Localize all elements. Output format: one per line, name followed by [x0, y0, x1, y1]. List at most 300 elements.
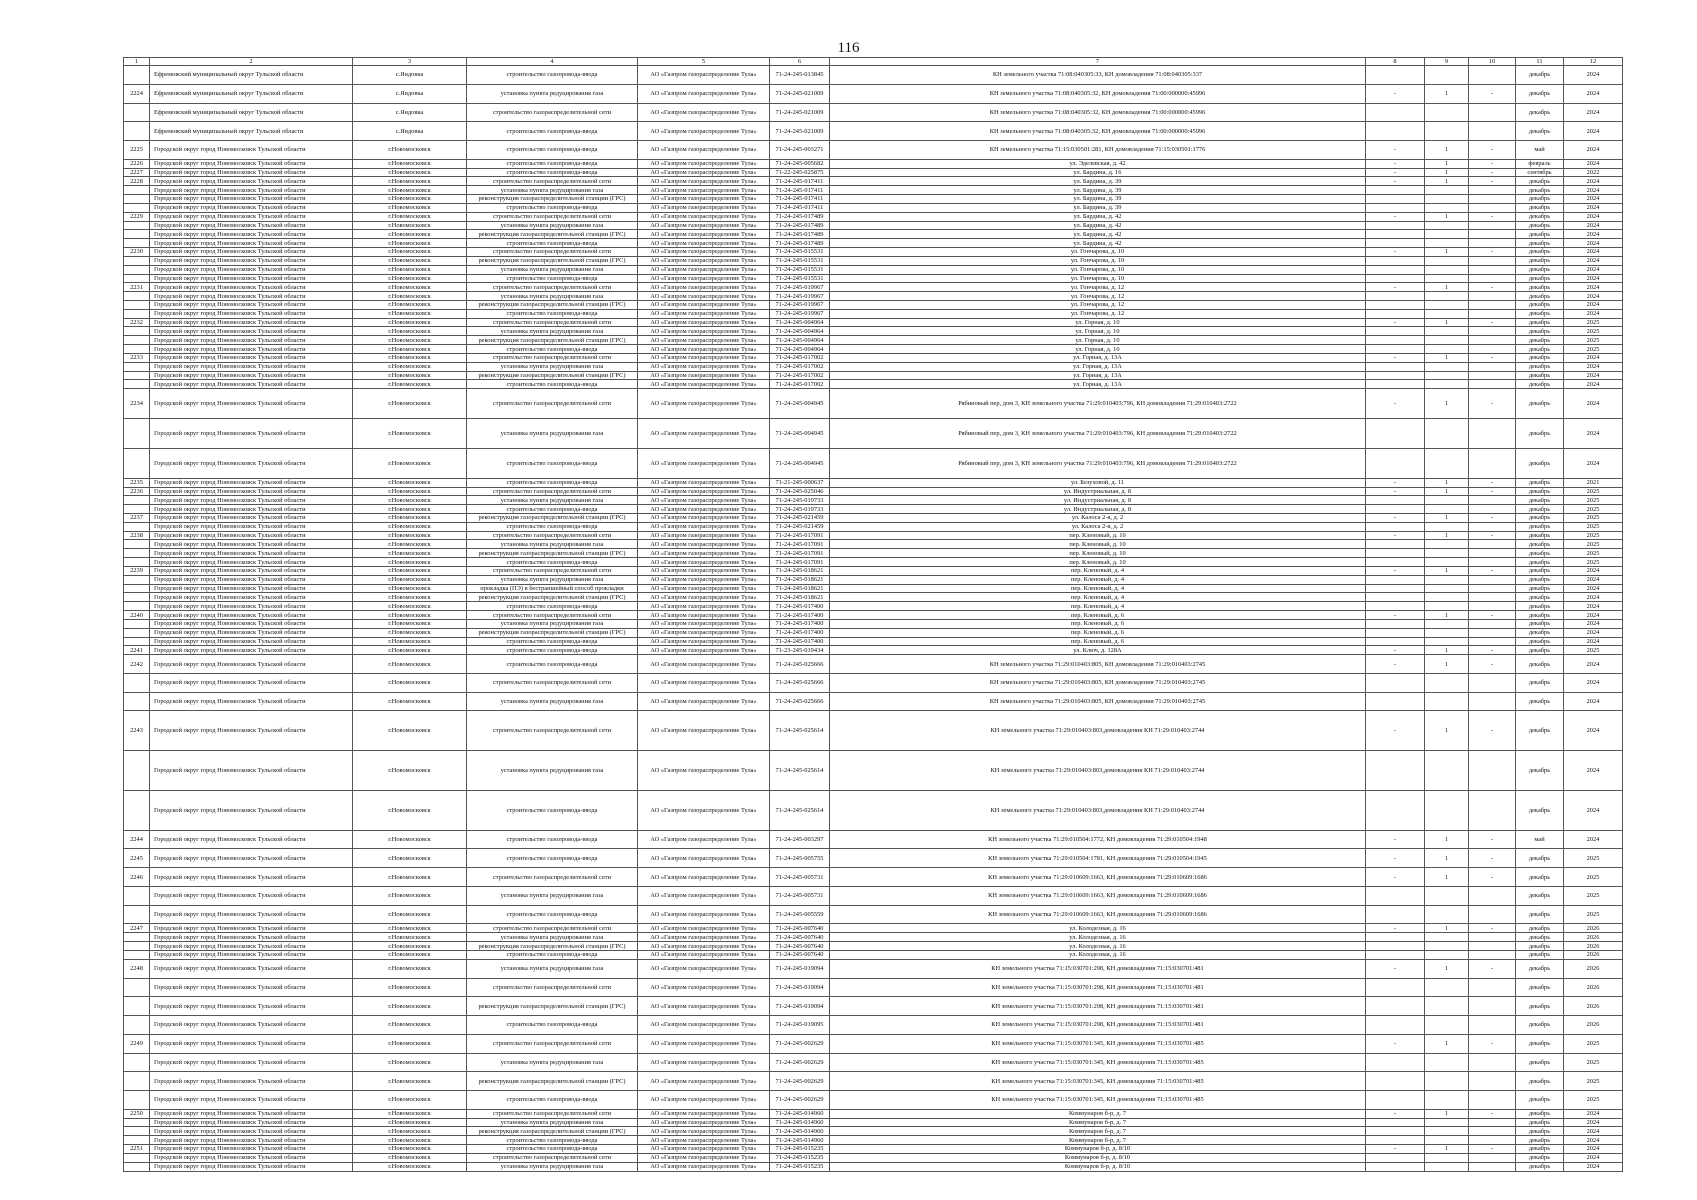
settlement-cell: г.Новомосковск: [353, 371, 467, 380]
organization-cell: АО «Газпром газораспределение Тула»: [638, 496, 770, 505]
row-number: [124, 265, 150, 274]
work-type-cell: строительство газораспределительной сети: [467, 177, 638, 186]
count-cell: [1425, 230, 1469, 239]
count-cell: [1425, 942, 1469, 951]
address-cell: ул. Горная, д. 13А: [830, 362, 1366, 371]
year-cell: 2025: [1564, 496, 1623, 505]
address-cell: ул. Бардина, д. 42: [830, 221, 1366, 230]
count-cell: 1: [1425, 84, 1469, 103]
count-cell: [1425, 274, 1469, 283]
col10-cell: [1469, 751, 1516, 791]
count-cell: [1425, 933, 1469, 942]
work-type-cell: реконструкция газораспределительной станции (ГРС): [467, 593, 638, 602]
work-type-cell: строительство газопровода-ввода: [467, 345, 638, 354]
col10-cell: [1469, 692, 1516, 711]
month-cell: декабрь: [1516, 637, 1564, 646]
year-cell: 2024: [1564, 1118, 1623, 1127]
column-header: 5: [638, 58, 770, 66]
month-cell: декабрь: [1516, 549, 1564, 558]
col8-cell: [1366, 673, 1425, 692]
address-cell: пер. Кленовый, д. 4: [830, 602, 1366, 611]
col10-cell: -: [1469, 212, 1516, 221]
address-cell: КН земельного участка 71:29:010504:1772, КН домовладения 71:29:010504:1948: [830, 830, 1366, 849]
application-code-cell: 71-24-245-019967: [770, 309, 830, 318]
month-cell: декабрь: [1516, 611, 1564, 620]
table-row: [124, 790, 1623, 830]
month-cell: декабрь: [1516, 1016, 1564, 1035]
work-type-cell: реконструкция газораспределительной станции (ГРС): [467, 628, 638, 637]
work-type-cell: реконструкция газораспределительной станции (ГРС): [467, 549, 638, 558]
organization-cell: АО «Газпром газораспределение Тула»: [638, 1162, 770, 1171]
month-cell: декабрь: [1516, 448, 1564, 478]
address-cell: пер. Кленовый, д. 6: [830, 628, 1366, 637]
district-cell: Городской округ город Новомосковск Тульской области: [150, 611, 353, 620]
application-code-cell: 71-24-245-018621: [770, 566, 830, 575]
year-cell: 2025: [1564, 1034, 1623, 1053]
work-type-cell: строительство газопровода-ввода: [467, 849, 638, 868]
month-cell: декабрь: [1516, 292, 1564, 301]
settlement-cell: г.Новомосковск: [353, 933, 467, 942]
row-number: 2250: [124, 1109, 150, 1118]
application-code-cell: 71-24-245-021459: [770, 513, 830, 522]
address-cell: ул. Колодезная, д. 16: [830, 942, 1366, 951]
application-code-cell: 71-24-245-015531: [770, 256, 830, 265]
month-cell: декабрь: [1516, 905, 1564, 924]
row-number: [124, 419, 150, 449]
count-cell: [1425, 1091, 1469, 1110]
col8-cell: [1366, 327, 1425, 336]
work-type-cell: реконструкция газораспределительной станции (ГРС): [467, 1127, 638, 1136]
address-cell: пер. Кленовый, д. 4: [830, 593, 1366, 602]
address-cell: ул. Горная, д. 10: [830, 327, 1366, 336]
col10-cell: [1469, 602, 1516, 611]
work-type-cell: установка пункта редуцирования газа: [467, 959, 638, 978]
application-code-cell: 71-24-245-017091: [770, 549, 830, 558]
district-cell: Городской округ город Новомосковск Тульской области: [150, 1072, 353, 1091]
organization-cell: АО «Газпром газораспределение Тула»: [638, 301, 770, 310]
work-type-cell: строительство газораспределительной сети: [467, 103, 638, 122]
year-cell: 2024: [1564, 637, 1623, 646]
year-cell: 2024: [1564, 1136, 1623, 1145]
application-code-cell: 71-24-245-014960: [770, 1136, 830, 1145]
year-cell: 2024: [1564, 751, 1623, 791]
organization-cell: АО «Газпром газораспределение Тула»: [638, 448, 770, 478]
table-row: [124, 371, 1623, 380]
table-row: [124, 1109, 1623, 1118]
table-row: [124, 292, 1623, 301]
col8-cell: [1366, 1153, 1425, 1162]
col10-cell: [1469, 448, 1516, 478]
count-cell: [1425, 751, 1469, 791]
settlement-cell: г.Новомосковск: [353, 362, 467, 371]
month-cell: декабрь: [1516, 66, 1564, 85]
settlement-cell: с.Яндовка: [353, 66, 467, 85]
settlement-cell: г.Новомосковск: [353, 283, 467, 292]
count-cell: [1425, 309, 1469, 318]
row-number: [124, 203, 150, 212]
settlement-cell: г.Новомосковск: [353, 959, 467, 978]
organization-cell: АО «Газпром газораспределение Тула»: [638, 1136, 770, 1145]
district-cell: Городской округ город Новомосковск Тульской области: [150, 997, 353, 1016]
work-type-cell: строительство газораспределительной сети: [467, 531, 638, 540]
settlement-cell: г.Новомосковск: [353, 505, 467, 514]
address-cell: КН земельного участка 71:15:030701:345, КН домовладения 71:15:030701:485: [830, 1053, 1366, 1072]
table-row: [124, 950, 1623, 959]
count-cell: [1425, 1053, 1469, 1072]
col10-cell: -: [1469, 318, 1516, 327]
count-cell: [1425, 380, 1469, 389]
district-cell: Городской округ город Новомосковск Тульской области: [150, 274, 353, 283]
application-code-cell: 71-24-245-025614: [770, 751, 830, 791]
settlement-cell: г.Новомосковск: [353, 1145, 467, 1154]
count-cell: 1: [1425, 168, 1469, 177]
row-number: [124, 933, 150, 942]
application-code-cell: 71-24-245-017411: [770, 195, 830, 204]
settlement-cell: г.Новомосковск: [353, 248, 467, 257]
col8-cell: [1366, 942, 1425, 951]
application-code-cell: 71-24-245-005731: [770, 868, 830, 887]
application-code-cell: 71-24-245-004945: [770, 448, 830, 478]
table-row: [124, 933, 1623, 942]
district-cell: Городской округ город Новомосковск Тульской области: [150, 203, 353, 212]
work-type-cell: строительство газопровода-ввода: [467, 905, 638, 924]
col10-cell: [1469, 1091, 1516, 1110]
col8-cell: -: [1366, 177, 1425, 186]
year-cell: 2024: [1564, 103, 1623, 122]
settlement-cell: г.Новомосковск: [353, 221, 467, 230]
col8-cell: [1366, 371, 1425, 380]
row-number: 2251: [124, 1145, 150, 1154]
count-cell: 1: [1425, 389, 1469, 419]
table-row: [124, 602, 1623, 611]
work-type-cell: строительство газопровода-ввода: [467, 66, 638, 85]
application-code-cell: 71-24-245-019094: [770, 997, 830, 1016]
settlement-cell: г.Новомосковск: [353, 1118, 467, 1127]
application-code-cell: 71-24-245-017002: [770, 380, 830, 389]
table-row: [124, 256, 1623, 265]
month-cell: декабрь: [1516, 1072, 1564, 1091]
work-type-cell: строительство газораспределительной сети: [467, 711, 638, 751]
address-cell: КН земельного участка 71:15:030701:298, КН домовладения 71:15:030701:481: [830, 1016, 1366, 1035]
col8-cell: [1366, 751, 1425, 791]
col8-cell: -: [1366, 389, 1425, 419]
organization-cell: АО «Газпром газораспределение Тула»: [638, 159, 770, 168]
address-cell: пер. Кленовый, д. 4: [830, 575, 1366, 584]
col8-cell: -: [1366, 531, 1425, 540]
year-cell: 2024: [1564, 122, 1623, 141]
address-cell: КН земельного участка 71:15:030701:345, КН домовладения 71:15:030701:485: [830, 1091, 1366, 1110]
col8-cell: [1366, 602, 1425, 611]
col8-cell: [1366, 1136, 1425, 1145]
table-row: [124, 419, 1623, 449]
work-type-cell: установка пункта редуцирования газа: [467, 221, 638, 230]
district-cell: Городской округ город Новомосковск Тульской области: [150, 905, 353, 924]
month-cell: декабрь: [1516, 1162, 1564, 1171]
row-number: 2247: [124, 924, 150, 933]
column-header: 4: [467, 58, 638, 66]
organization-cell: АО «Газпром газораспределение Тула»: [638, 830, 770, 849]
row-number: [124, 602, 150, 611]
row-number: [124, 239, 150, 248]
table-row: [124, 522, 1623, 531]
row-number: [124, 448, 150, 478]
row-number: 2225: [124, 141, 150, 160]
application-code-cell: 71-24-245-017489: [770, 212, 830, 221]
work-type-cell: строительство газораспределительной сети: [467, 283, 638, 292]
table-row: [124, 84, 1623, 103]
work-type-cell: строительство газораспределительной сети: [467, 1153, 638, 1162]
count-cell: [1425, 1136, 1469, 1145]
application-code-cell: 71-24-245-007640: [770, 924, 830, 933]
settlement-cell: г.Новомосковск: [353, 566, 467, 575]
table-row: [124, 239, 1623, 248]
count-cell: 1: [1425, 959, 1469, 978]
col8-cell: -: [1366, 959, 1425, 978]
work-type-cell: строительство газораспределительной сети: [467, 566, 638, 575]
year-cell: 2025: [1564, 522, 1623, 531]
col8-cell: [1366, 558, 1425, 567]
district-cell: Городской округ город Новомосковск Тульской области: [150, 628, 353, 637]
organization-cell: АО «Газпром газораспределение Тула»: [638, 549, 770, 558]
district-cell: Городской округ город Новомосковск Тульской области: [150, 711, 353, 751]
count-cell: 1: [1425, 212, 1469, 221]
month-cell: декабрь: [1516, 924, 1564, 933]
district-cell: Городской округ город Новомосковск Тульской области: [150, 230, 353, 239]
year-cell: 2024: [1564, 212, 1623, 221]
year-cell: 2024: [1564, 265, 1623, 274]
district-cell: Городской округ город Новомосковск Тульской области: [150, 637, 353, 646]
application-code-cell: 71-24-245-019967: [770, 292, 830, 301]
district-cell: Городской округ город Новомосковск Тульской области: [150, 1145, 353, 1154]
organization-cell: АО «Газпром газораспределение Тула»: [638, 168, 770, 177]
organization-cell: АО «Газпром газораспределение Тула»: [638, 505, 770, 514]
application-code-cell: 71-24-245-003271: [770, 141, 830, 160]
count-cell: [1425, 1118, 1469, 1127]
application-code-cell: 71-24-245-014960: [770, 1109, 830, 1118]
application-code-cell: 71-24-245-002629: [770, 1091, 830, 1110]
row-number: [124, 292, 150, 301]
work-type-cell: строительство газораспределительной сети: [467, 353, 638, 362]
col8-cell: [1366, 195, 1425, 204]
month-cell: декабрь: [1516, 478, 1564, 487]
application-code-cell: 71-24-245-017400: [770, 637, 830, 646]
table-row: [124, 1034, 1623, 1053]
work-type-cell: строительство газопровода-ввода: [467, 522, 638, 531]
count-cell: 1: [1425, 487, 1469, 496]
year-cell: 2024: [1564, 389, 1623, 419]
address-cell: ул. Бардина, д. 39: [830, 186, 1366, 195]
col10-cell: -: [1469, 655, 1516, 674]
work-type-cell: прокладка (ПЭ) в бестраншейный способ прокладки: [467, 584, 638, 593]
settlement-cell: с.Яндовка: [353, 103, 467, 122]
application-code-cell: 71-24-245-025666: [770, 673, 830, 692]
month-cell: декабрь: [1516, 628, 1564, 637]
month-cell: декабрь: [1516, 711, 1564, 751]
month-cell: декабрь: [1516, 1136, 1564, 1145]
year-cell: 2024: [1564, 186, 1623, 195]
organization-cell: АО «Газпром газораспределение Тула»: [638, 186, 770, 195]
col10-cell: -: [1469, 248, 1516, 257]
row-number: 2234: [124, 389, 150, 419]
district-cell: Городской округ город Новомосковск Тульской области: [150, 751, 353, 791]
month-cell: декабрь: [1516, 959, 1564, 978]
district-cell: Городской округ город Новомосковск Тульской области: [150, 159, 353, 168]
col10-cell: -: [1469, 1034, 1516, 1053]
month-cell: декабрь: [1516, 1034, 1564, 1053]
work-type-cell: строительство газопровода-ввода: [467, 478, 638, 487]
table-row: [124, 141, 1623, 160]
row-number: 2246: [124, 868, 150, 887]
district-cell: Городской округ город Новомосковск Тульской области: [150, 566, 353, 575]
row-number: [124, 628, 150, 637]
col10-cell: [1469, 978, 1516, 997]
organization-cell: АО «Газпром газораспределение Тула»: [638, 419, 770, 449]
address-cell: КН земельного участка 71:08:040305:32, КН домовладения 71:00:000000:45996: [830, 103, 1366, 122]
district-cell: Городской округ город Новомосковск Тульской области: [150, 1091, 353, 1110]
application-code-cell: 71-24-245-017091: [770, 540, 830, 549]
col8-cell: -: [1366, 566, 1425, 575]
organization-cell: АО «Газпром газораспределение Тула»: [638, 487, 770, 496]
year-cell: 2025: [1564, 646, 1623, 655]
settlement-cell: г.Новомосковск: [353, 549, 467, 558]
page-number: 116: [837, 40, 860, 56]
year-cell: 2024: [1564, 66, 1623, 85]
row-number: [124, 549, 150, 558]
row-number: [124, 1162, 150, 1171]
col10-cell: [1469, 1118, 1516, 1127]
col8-cell: [1366, 66, 1425, 85]
year-cell: 2024: [1564, 1162, 1623, 1171]
table-row: [124, 905, 1623, 924]
organization-cell: АО «Газпром газораспределение Тула»: [638, 283, 770, 292]
settlement-cell: г.Новомосковск: [353, 619, 467, 628]
table-row: [124, 203, 1623, 212]
column-header: 10: [1469, 58, 1516, 66]
settlement-cell: г.Новомосковск: [353, 540, 467, 549]
settlement-cell: г.Новомосковск: [353, 522, 467, 531]
col8-cell: [1366, 950, 1425, 959]
col10-cell: [1469, 203, 1516, 212]
count-cell: [1425, 790, 1469, 830]
year-cell: 2024: [1564, 283, 1623, 292]
organization-cell: АО «Газпром газораспределение Тула»: [638, 593, 770, 602]
work-type-cell: строительство газораспределительной сети: [467, 487, 638, 496]
address-cell: ул. Ключ, д. 128А: [830, 646, 1366, 655]
district-cell: Городской округ город Новомосковск Тульской области: [150, 584, 353, 593]
row-number: [124, 103, 150, 122]
col8-cell: [1366, 362, 1425, 371]
col8-cell: [1366, 448, 1425, 478]
settlement-cell: г.Новомосковск: [353, 849, 467, 868]
work-type-cell: строительство газопровода-ввода: [467, 602, 638, 611]
address-cell: ул. Индустриальная, д. 8: [830, 496, 1366, 505]
address-cell: КН земельного участка 71:29:010403:805, КН домовладения 71:29:010403:2745: [830, 673, 1366, 692]
organization-cell: АО «Газпром газораспределение Тула»: [638, 122, 770, 141]
address-cell: ул. Гончарова, д. 12: [830, 309, 1366, 318]
year-cell: 2024: [1564, 602, 1623, 611]
year-cell: 2025: [1564, 849, 1623, 868]
table-row: [124, 1127, 1623, 1136]
year-cell: 2025: [1564, 1072, 1623, 1091]
count-cell: [1425, 628, 1469, 637]
work-type-cell: реконструкция газораспределительной станции (ГРС): [467, 256, 638, 265]
month-cell: декабрь: [1516, 177, 1564, 186]
settlement-cell: г.Новомосковск: [353, 790, 467, 830]
count-cell: [1425, 997, 1469, 1016]
settlement-cell: г.Новомосковск: [353, 611, 467, 620]
year-cell: 2024: [1564, 84, 1623, 103]
settlement-cell: г.Новомосковск: [353, 1016, 467, 1035]
address-cell: ул. Гончарова, д. 12: [830, 283, 1366, 292]
settlement-cell: г.Новомосковск: [353, 628, 467, 637]
district-cell: Городской округ город Новомосковск Тульской области: [150, 487, 353, 496]
year-cell: 2024: [1564, 159, 1623, 168]
application-code-cell: 71-24-245-019094: [770, 959, 830, 978]
organization-cell: АО «Газпром газораспределение Тула»: [638, 478, 770, 487]
col10-cell: [1469, 1072, 1516, 1091]
row-number: [124, 336, 150, 345]
count-cell: 1: [1425, 513, 1469, 522]
work-type-cell: строительство газораспределительной сети: [467, 611, 638, 620]
district-cell: Городской округ город Новомосковск Тульской области: [150, 830, 353, 849]
col8-cell: -: [1366, 655, 1425, 674]
year-cell: 2024: [1564, 239, 1623, 248]
column-header: 7: [830, 58, 1366, 66]
month-cell: декабрь: [1516, 619, 1564, 628]
settlement-cell: г.Новомосковск: [353, 230, 467, 239]
col8-cell: [1366, 380, 1425, 389]
col10-cell: [1469, 558, 1516, 567]
year-cell: 2021: [1564, 478, 1623, 487]
address-cell: КН земельного участка 71:08:040305:32, КН домовладения 71:00:000000:45996: [830, 84, 1366, 103]
district-cell: Городской округ город Новомосковск Тульской области: [150, 959, 353, 978]
application-code-cell: 71-24-245-002629: [770, 1072, 830, 1091]
row-number: 2239: [124, 566, 150, 575]
address-cell: КН земельного участка 71:15:030701:298, КН домовладения 71:15:030701:481: [830, 978, 1366, 997]
year-cell: 2022: [1564, 168, 1623, 177]
count-cell: [1425, 362, 1469, 371]
col10-cell: [1469, 1136, 1516, 1145]
application-code-cell: 71-24-245-004964: [770, 327, 830, 336]
col8-cell: [1366, 336, 1425, 345]
col10-cell: [1469, 1127, 1516, 1136]
district-cell: Городской округ город Новомосковск Тульской области: [150, 168, 353, 177]
address-cell: КН земельного участка 71:29:010403:803,домовладения КН 71:29:010403:2744: [830, 790, 1366, 830]
district-cell: Городской округ город Новомосковск Тульской области: [150, 265, 353, 274]
application-code-cell: 71-24-245-004964: [770, 345, 830, 354]
table-row: [124, 575, 1623, 584]
count-cell: [1425, 1127, 1469, 1136]
col8-cell: [1366, 221, 1425, 230]
row-number: 2226: [124, 159, 150, 168]
year-cell: 2025: [1564, 487, 1623, 496]
col10-cell: -: [1469, 487, 1516, 496]
organization-cell: АО «Газпром газораспределение Тула»: [638, 309, 770, 318]
address-cell: ул. Гончарова, д. 12: [830, 301, 1366, 310]
year-cell: 2024: [1564, 380, 1623, 389]
year-cell: 2026: [1564, 997, 1623, 1016]
settlement-cell: г.Новомосковск: [353, 513, 467, 522]
row-number: [124, 997, 150, 1016]
work-type-cell: строительство газопровода-ввода: [467, 1091, 638, 1110]
organization-cell: АО «Газпром газораспределение Тула»: [638, 950, 770, 959]
settlement-cell: г.Новомосковск: [353, 1091, 467, 1110]
table-row: [124, 478, 1623, 487]
district-cell: Городской округ город Новомосковск Тульской области: [150, 1153, 353, 1162]
col10-cell: [1469, 584, 1516, 593]
address-cell: КН земельного участка 71:15:030701:345, КН домовладения 71:15:030701:485: [830, 1072, 1366, 1091]
address-cell: КН земельного участка 71:15:030701:298, КН домовладения 71:15:030701:481: [830, 959, 1366, 978]
